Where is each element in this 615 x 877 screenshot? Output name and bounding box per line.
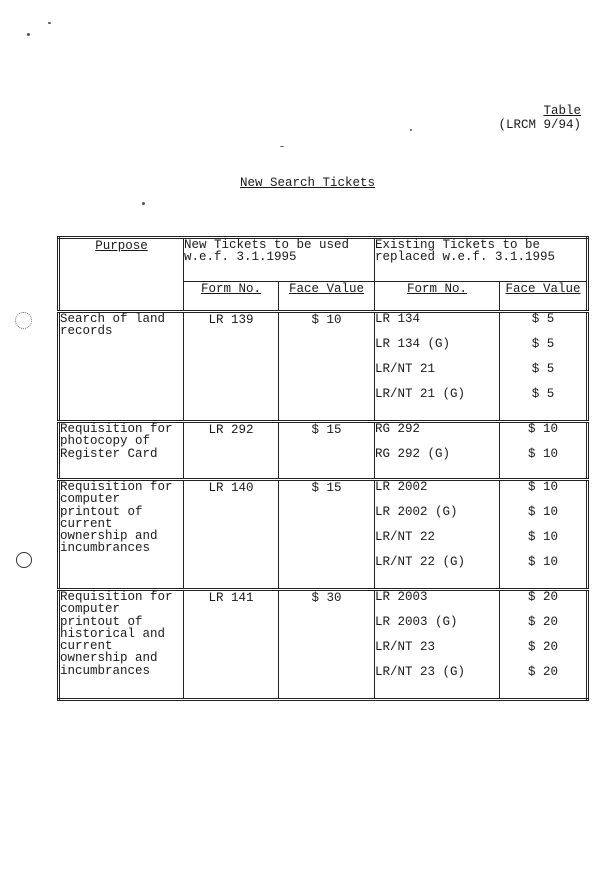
existing-value: $ 10 [527, 555, 558, 569]
existing-value: $ 5 [531, 387, 555, 401]
table-label: Table [543, 104, 581, 118]
new-value-cell: $ 15 [279, 480, 375, 590]
scan-speck [27, 33, 30, 36]
purpose-cell: Search of land records [59, 312, 184, 422]
existing-value: $ 10 [527, 480, 558, 494]
existing-value: $ 10 [527, 530, 558, 544]
existing-forms-cell [375, 312, 500, 422]
table-row [59, 480, 588, 590]
existing-form: LR/NT 21 [375, 362, 436, 376]
table-row [59, 590, 588, 700]
existing-value: $ 20 [527, 590, 558, 604]
table-row [59, 312, 588, 422]
search-tickets-table [57, 236, 589, 701]
new-value-cell: $ 30 [279, 590, 375, 700]
scan-speck [142, 202, 145, 205]
existing-forms-cell [375, 422, 500, 480]
existing-value: $ 5 [531, 362, 555, 376]
existing-values-cell [500, 422, 588, 480]
existing-forms-cell [375, 480, 500, 590]
existing-form: LR/NT 21 (G) [375, 387, 466, 401]
table-reference [498, 104, 581, 132]
existing-form: LR 2003 (G) [375, 615, 458, 629]
existing-form-no-header: Form No. [375, 282, 500, 312]
punch-hole-mark [15, 312, 32, 329]
existing-values-cell [500, 590, 588, 700]
purpose-header: Purpose [59, 238, 184, 312]
existing-value: $ 10 [527, 447, 558, 461]
existing-value: $ 10 [527, 422, 558, 436]
existing-value: $ 5 [531, 312, 555, 326]
scan-speck [410, 129, 412, 131]
existing-form: LR/NT 23 [375, 640, 436, 654]
existing-form: LR 134 [375, 312, 421, 326]
new-form-cell: LR 141 [184, 590, 279, 700]
existing-form: LR/NT 23 (G) [375, 665, 466, 679]
scan-speck [48, 22, 51, 24]
existing-form: LR 2002 [375, 480, 428, 494]
existing-value: $ 5 [531, 337, 555, 351]
existing-forms-cell [375, 590, 500, 700]
purpose-cell: Requisition for computer printout of historical and current ownership and incumbrances [59, 590, 184, 700]
purpose-cell: Requisition for photocopy of Register Card [59, 422, 184, 480]
table-row [59, 422, 588, 480]
new-form-no-header: Form No. [184, 282, 279, 312]
existing-form: LR/NT 22 [375, 530, 436, 544]
existing-form: RG 292 (G) [375, 447, 451, 461]
existing-value: $ 10 [527, 505, 558, 519]
table-ref-code: (LRCM 9/94) [498, 118, 581, 132]
new-form-cell: LR 140 [184, 480, 279, 590]
existing-tickets-header: Existing Tickets to be replaced w.e.f. 3.1.1995 [375, 238, 588, 282]
existing-form: LR 134 (G) [375, 337, 451, 351]
new-form-cell: LR 139 [184, 312, 279, 422]
purpose-cell: Requisition for computer printout of current ownership and incumbrances [59, 480, 184, 590]
punch-hole-mark [16, 552, 32, 568]
existing-form: LR 2002 (G) [375, 505, 458, 519]
existing-value: $ 20 [527, 640, 558, 654]
existing-value: $ 20 [527, 615, 558, 629]
existing-value: $ 20 [527, 665, 558, 679]
existing-form: LR/NT 22 (G) [375, 555, 466, 569]
existing-values-cell [500, 312, 588, 422]
new-form-cell: LR 292 [184, 422, 279, 480]
page-title: New Search Tickets [239, 176, 376, 190]
new-tickets-header: New Tickets to be used w.e.f. 3.1.1995 [184, 238, 375, 282]
scan-speck [280, 146, 284, 147]
existing-form: RG 292 [375, 422, 421, 436]
existing-values-cell [500, 480, 588, 590]
new-value-cell: $ 15 [279, 422, 375, 480]
existing-form: LR 2003 [375, 590, 428, 604]
new-face-value-header: Face Value [279, 282, 375, 312]
new-value-cell: $ 10 [279, 312, 375, 422]
existing-face-value-header: Face Value [500, 282, 588, 312]
